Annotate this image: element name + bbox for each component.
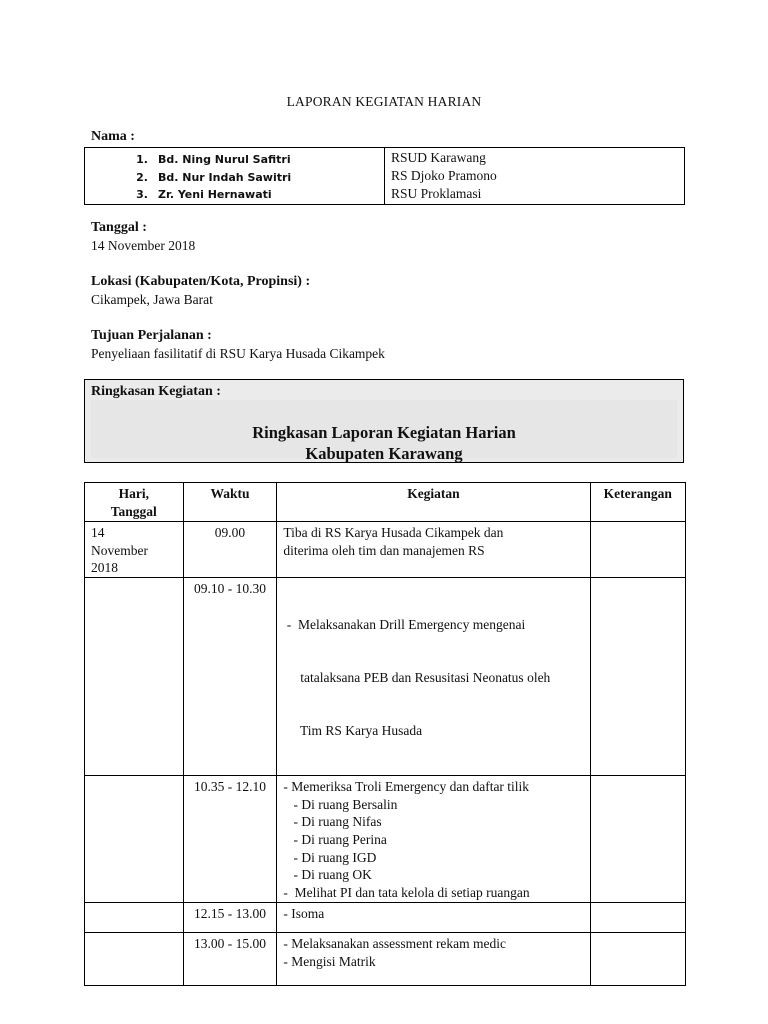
lokasi-value: Cikampek, Jawa Barat	[91, 292, 213, 307]
hospitals-cell	[385, 148, 685, 205]
activity-cell: - Melaksanakan Drill Emergency mengenai tatalaksana PEB dan Resusitasi Neonatus oleh Tim RS Karya Husada	[277, 578, 590, 776]
activity-cell: Tiba di RS Karya Husada Cikampek dan diterima oleh tim dan manajemen RS	[277, 522, 590, 578]
tujuan-label: Tujuan Perjalanan :	[91, 328, 212, 343]
tanggal-value: 14 November 2018	[91, 238, 196, 253]
note-cell	[590, 775, 685, 902]
day-cell: 14 November 2018	[85, 522, 184, 578]
header-keterangan: Keterangan	[590, 483, 685, 522]
ringkasan-title	[85, 422, 683, 464]
name-item: 1. Bd. Ning Nurul Safitri	[136, 153, 291, 166]
hospitals-list	[385, 148, 684, 203]
note-cell	[590, 932, 685, 985]
note-cell	[590, 522, 685, 578]
document-title: LAPORAN KEGIATAN HARIAN	[286, 94, 482, 109]
names-cell	[85, 148, 385, 205]
tujuan-value: Penyeliaan fasilitatif di RSU Karya Husada Cikampek	[91, 346, 385, 361]
names-table	[84, 147, 685, 205]
day-cell	[85, 578, 184, 776]
activity-cell: - Melaksanakan assessment rekam medic - Mengisi Matrik	[277, 932, 590, 985]
activity-cell: - Isoma	[277, 902, 590, 932]
table-row	[85, 902, 686, 932]
time-cell: 10.35 - 12.10	[183, 775, 277, 902]
day-cell	[85, 775, 184, 902]
note-cell	[590, 902, 685, 932]
day-cell	[85, 932, 184, 985]
name-item: 3. Zr. Yeni Hernawati	[136, 188, 272, 201]
tanggal-label: Tanggal :	[91, 220, 147, 235]
header-hari: Hari, Tanggal	[85, 483, 184, 522]
hospital-item: RS Djoko Pramono	[391, 168, 497, 183]
activity-cell: - Memeriksa Troli Emergency dan daftar tilik - Di ruang Bersalin - Di ruang Nifas - Di ruang Perina - Di ruang IGD - Di ruang OK - Melihat PI dan tata kelola di setiap ruangan	[277, 775, 590, 902]
table-header-row	[85, 483, 686, 522]
table-row	[85, 932, 686, 985]
header-waktu: Waktu	[183, 483, 277, 522]
hospital-item: RSU Proklamasi	[391, 186, 482, 201]
nama-label: Nama :	[91, 129, 135, 144]
table-row	[85, 775, 686, 902]
activity-table	[84, 482, 686, 986]
lokasi-label: Lokasi (Kabupaten/Kota, Propinsi) :	[91, 274, 311, 289]
time-cell: 12.15 - 13.00	[183, 902, 277, 932]
hospital-item: RSUD Karawang	[391, 150, 486, 165]
time-cell: 09.00	[183, 522, 277, 578]
table-row	[85, 578, 686, 776]
time-cell: 09.10 - 10.30	[183, 578, 277, 776]
ringkasan-title-line-1: Ringkasan Laporan Kegiatan Harian	[252, 423, 516, 442]
header-kegiatan: Kegiatan	[277, 483, 590, 522]
time-cell: 13.00 - 15.00	[183, 932, 277, 985]
day-cell	[85, 902, 184, 932]
ringkasan-box	[84, 379, 684, 463]
note-cell	[590, 578, 685, 776]
names-list	[85, 148, 384, 204]
ringkasan-title-line-2: Kabupaten Karawang	[305, 444, 463, 463]
name-item: 2. Bd. Nur Indah Sawitri	[136, 170, 292, 184]
ringkasan-label: Ringkasan Kegiatan :	[91, 384, 221, 399]
table-row	[85, 522, 686, 578]
